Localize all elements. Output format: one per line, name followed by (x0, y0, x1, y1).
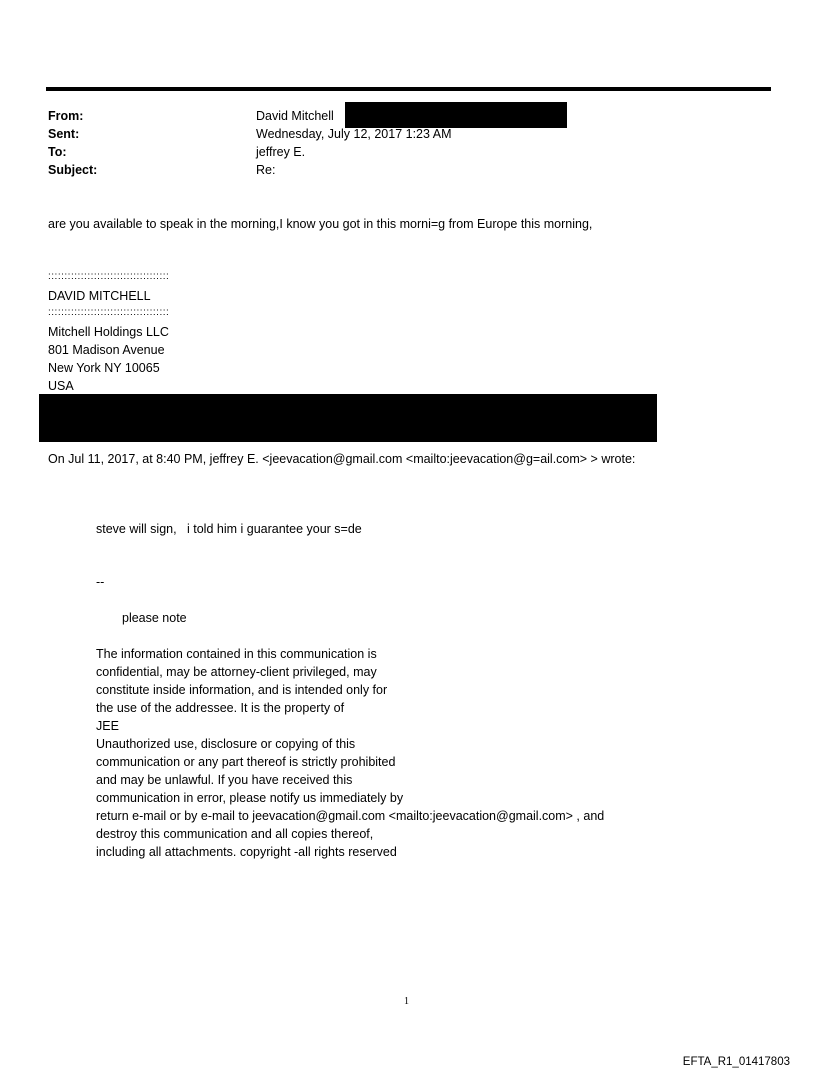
disclaimer-line: JEE (96, 719, 119, 733)
body-message: are you available to speak in the morning,I know you got in this morni=g from Europe this morning, (48, 217, 593, 231)
disclaimer-line: the use of the addressee. It is the property of (96, 701, 345, 715)
signature-dots-bottom: ::::::::::::::::::::::::::::::::::::: (48, 307, 170, 318)
disclaimer-line: destroy this communication and all copies thereof, (96, 827, 374, 841)
header-rule (46, 87, 771, 91)
redaction-block (39, 394, 657, 442)
quoted-separator: -- (96, 575, 105, 589)
note-heading: please note (122, 611, 187, 625)
signature-dots-top: ::::::::::::::::::::::::::::::::::::: (48, 271, 170, 282)
disclaimer-line: including all attachments. copyright -all rights reserved (96, 845, 397, 859)
quoted-message: steve will sign, i told him i guarantee your s=de (96, 522, 362, 536)
signature-city: New York NY 10065 (48, 361, 160, 375)
disclaimer-line: confidential, may be attorney-client privileged, may (96, 665, 377, 679)
signature-name: DAVID MITCHELL (48, 289, 151, 303)
quoted-intro: On Jul 11, 2017, at 8:40 PM, jeffrey E. <jeevacation@gmail.com <mailto:jeevacation@g=ail.com> > wrote: (48, 452, 636, 466)
signature-country: USA (48, 379, 74, 393)
disclaimer-line: communication or any part thereof is strictly prohibited (96, 755, 396, 769)
to-value: jeffrey E. (256, 145, 306, 159)
disclaimer-line: return e-mail or by e-mail to jeevacation@gmail.com <mailto:jeevacation@gmail.com> , and (96, 809, 605, 823)
bates-number: EFTA_R1_01417803 (682, 1056, 790, 1068)
disclaimer-line: communication in error, please notify us immediately by (96, 791, 404, 805)
redaction-from-email (345, 102, 567, 128)
from-label: From: (48, 109, 84, 123)
signature-address: 801 Madison Avenue (48, 343, 165, 357)
sent-value: Wednesday, July 12, 2017 1:23 AM (256, 127, 452, 141)
signature-company: Mitchell Holdings LLC (48, 325, 169, 339)
to-label: To: (48, 145, 67, 159)
disclaimer-line: constitute inside information, and is intended only for (96, 683, 388, 697)
sent-label: Sent: (48, 127, 80, 141)
from-value: David Mitchell (256, 109, 334, 123)
subject-value: Re: (256, 163, 276, 177)
page-number: 1 (404, 996, 409, 1007)
disclaimer-line: Unauthorized use, disclosure or copying of this (96, 737, 356, 751)
disclaimer-line: The information contained in this communication is (96, 647, 377, 661)
disclaimer-line: and may be unlawful. If you have received this (96, 773, 353, 787)
subject-label: Subject: (48, 163, 98, 177)
